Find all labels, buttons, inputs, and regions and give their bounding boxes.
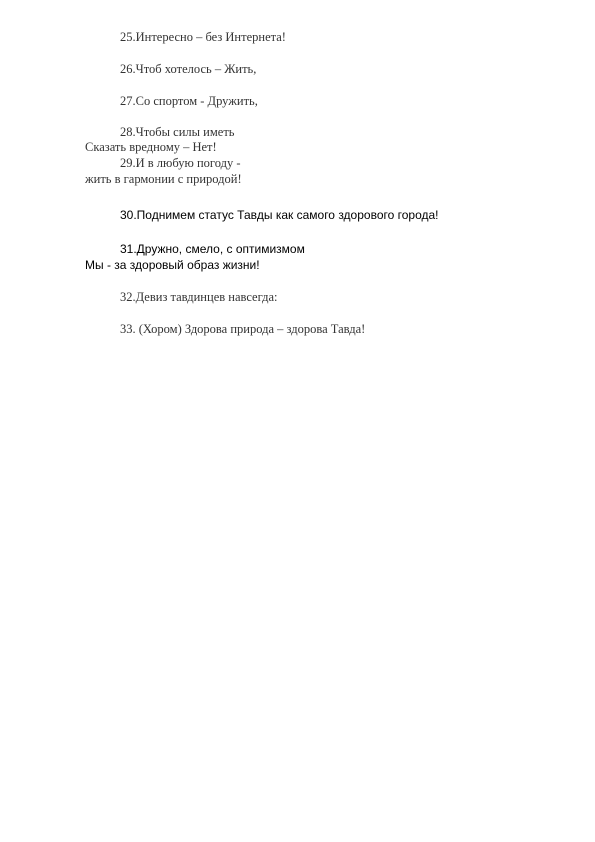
line-30: 30.Поднимем статус Тавды как самого здорового города! xyxy=(120,208,439,222)
line-26: 26.Чтоб хотелось – Жить, xyxy=(120,62,257,76)
line-27: 27.Со спортом - Дружить, xyxy=(120,94,258,108)
line-31-second: Мы - за здоровый образ жизни! xyxy=(85,258,260,272)
line-33: 33. (Хором) Здорова природа – здорова Тавда! xyxy=(120,322,366,336)
line-28-first: 28.Чтобы силы иметь xyxy=(120,125,235,139)
line-29-second: жить в гармонии с природой! xyxy=(85,172,242,186)
line-29-first: 29.И в любую погоду - xyxy=(120,156,241,170)
line-28-second: Сказать вредному – Нет! xyxy=(85,140,217,154)
line-25: 25.Интересно – без Интернета! xyxy=(120,30,286,44)
line-31-first: 31.Дружно, смело, с оптимизмом xyxy=(120,242,305,256)
line-32: 32.Девиз тавдинцев навсегда: xyxy=(120,290,278,304)
